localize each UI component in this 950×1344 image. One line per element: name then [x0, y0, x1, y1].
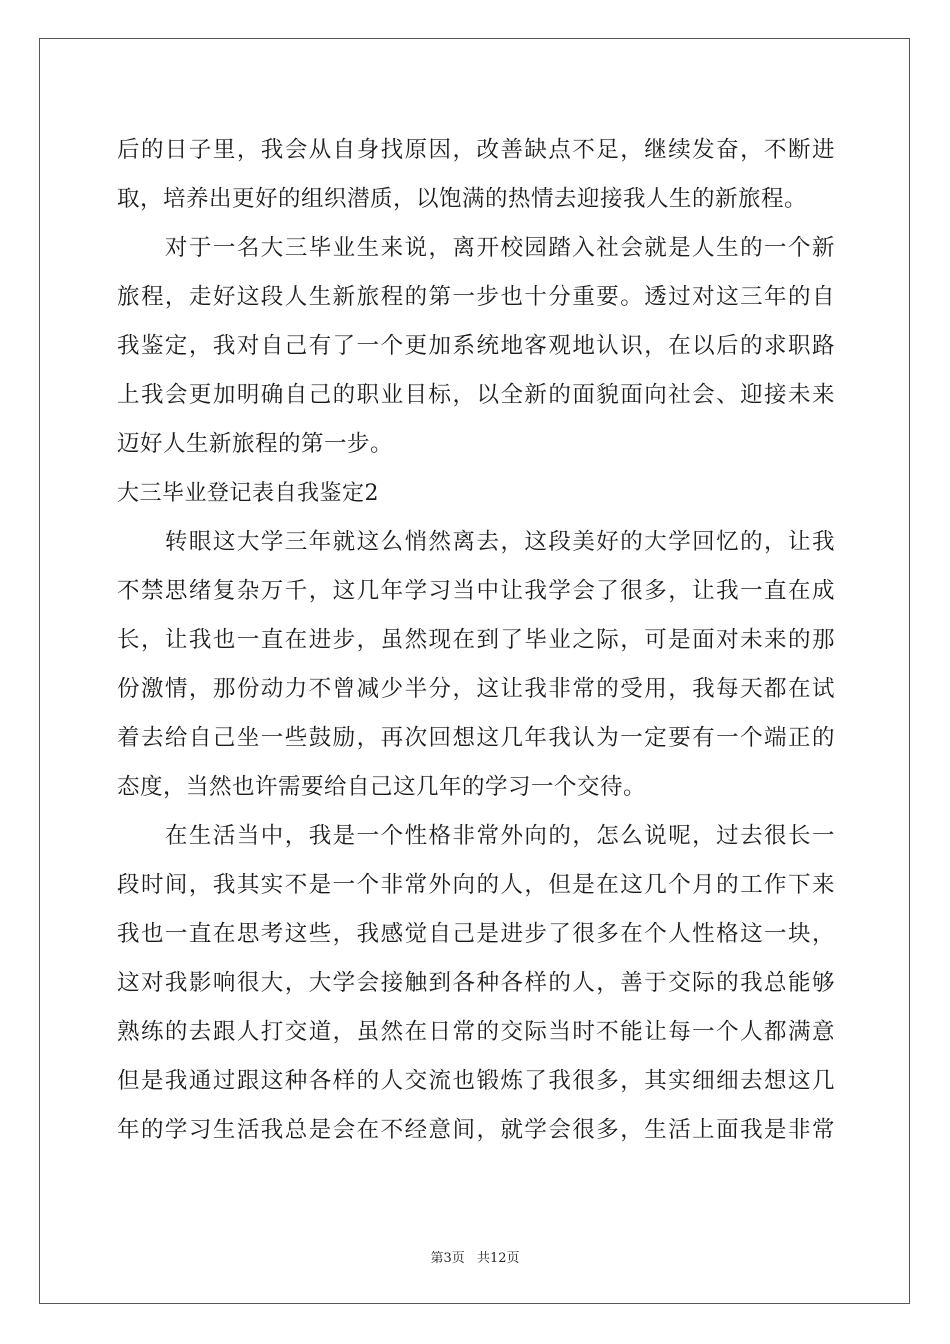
- text-line: 我鉴定，我对自己有了一个更加系统地客观地认识，在以后的求职路: [117, 333, 835, 359]
- page-total: 共12页: [476, 1251, 520, 1266]
- text-line: 着去给自己坐一些鼓励，再次回想这几年我认为一定要有一个端正的: [117, 725, 835, 751]
- text-line: 取，培养出更好的组织潜质，以饱满的热情去迎接我人生的新旅程。: [117, 186, 808, 212]
- text-line: 长，让我也一直在进步，虽然现在到了毕业之际，可是面对未来的那: [117, 627, 835, 653]
- page-number: 第3页: [430, 1251, 465, 1266]
- text-line: 熟练的去跟人打交道，虽然在日常的交际当时不能让每一个人都满意: [117, 1019, 835, 1045]
- text-line: 在生活当中，我是一个性格非常外向的，怎么说呢，过去很长一: [117, 823, 835, 849]
- text-line: 我也一直在思考这些，我感觉自己是进步了很多在个人性格这一块，: [117, 921, 835, 947]
- text-line: 这对我影响很大，大学会接触到各种各样的人，善于交际的我总能够: [117, 970, 835, 996]
- page-footer: [0, 1247, 950, 1266]
- text-line: 但是我通过跟这种各样的人交流也锻炼了我很多，其实细细去想这几: [117, 1068, 835, 1094]
- text-line: 年的学习生活我总是会在不经意间，就学会很多，生活上面我是非常: [117, 1117, 835, 1143]
- text-line: 转眼这大学三年就这么悄然离去，这段美好的大学回忆的，让我: [117, 529, 835, 555]
- text-line: 后的日子里，我会从自身找原因，改善缺点不足，继续发奋，不断进: [117, 137, 835, 163]
- text-line: 对于一名大三毕业生来说，离开校园踏入社会就是人生的一个新: [117, 235, 835, 261]
- section-heading: 大三毕业登记表自我鉴定2: [117, 481, 379, 506]
- text-line: 不禁思绪复杂万千，这几年学习当中让我学会了很多，让我一直在成: [117, 578, 835, 604]
- text-line: 份激情，那份动力不曾减少半分，这让我非常的受用，我每天都在试: [117, 676, 835, 702]
- text-line: 旅程，走好这段人生新旅程的第一步也十分重要。透过对这三年的自: [117, 284, 835, 310]
- text-line: 上我会更加明确自己的职业目标，以全新的面貌面向社会、迎接未来: [117, 382, 835, 408]
- text-line: 迈好人生新旅程的第一步。: [117, 431, 394, 457]
- text-line: 态度，当然也许需要给自己这几年的学习一个交待。: [117, 774, 647, 800]
- text-line: 段时间，我其实不是一个非常外向的人，但是在这几个月的工作下来: [117, 872, 835, 898]
- document-body: [117, 126, 835, 1155]
